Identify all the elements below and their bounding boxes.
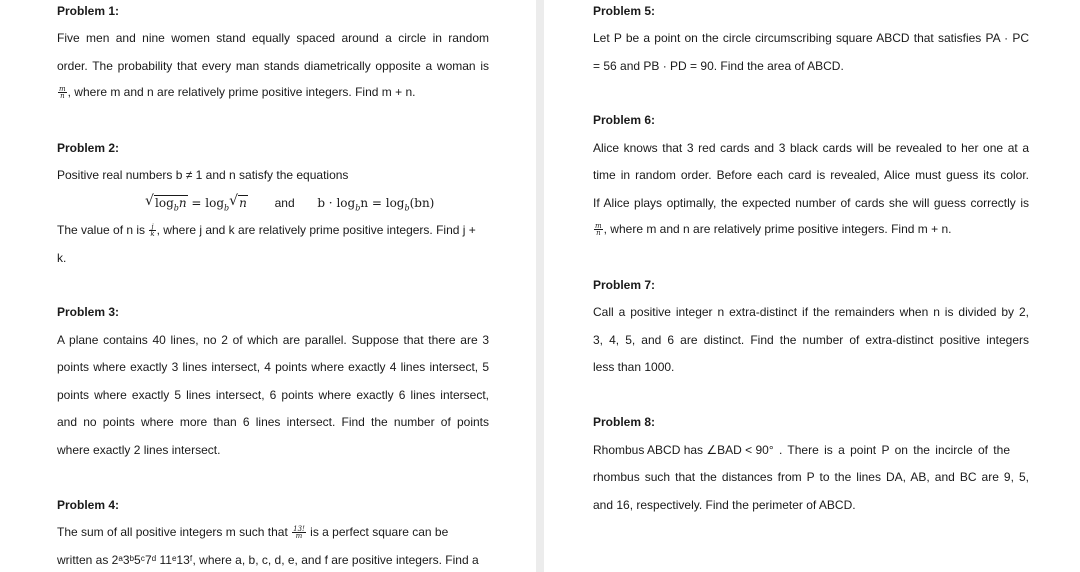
problem-4-line-1: The sum of all positive integers m such that $\frac{13!}{m}$ is a perfect square can be [57,525,449,541]
problem-6-line-4: $\frac{m}{n}$ , where m and n are relatively prime positive integers. Find m + n. [595,222,952,238]
problem-8-heading: Problem 8: [593,415,656,429]
problem-1-line-3: $\frac{m}{n}$ , where m and n are relatively prime positive integers. Find m + n. [59,85,416,101]
problem-4-heading: Problem 4: [57,498,120,512]
problem-2-equations [145,194,434,212]
problem-6-line-2: time in random order. Before each card is revealed, Alice must guess its color. [593,168,1029,182]
problem-6-line-3: If Alice plays optimally, the expected number of cards she will guess correctly is [593,196,1029,210]
problem-4-line-2: written as 2ᵃ3ᵇ5ᶜ7ᵈ 11ᵉ13ᶠ, where a, b, c, d, e, and f are positive integers. Find a [57,553,479,567]
problem-8-line-2: rhombus such that the distances from P to the lines DA, AB, and BC are 9, 5, [593,470,1029,484]
problem-2-line-4: k. [57,251,67,265]
fraction-j-over-k: $\frac{j}{k}$ [150,223,155,239]
problem-6-heading: Problem 6: [593,113,656,127]
problem-3-line-5: where exactly 2 lines intersect. [57,443,221,457]
problem-1-line-2: order. The probability that every man stands diametrically opposite a woman is [57,59,489,73]
problem-3-line-1: A plane contains 40 lines, no 2 of which are parallel. Suppose that there are 3 [57,333,489,347]
problem-8-line-3: and 16, respectively. Find the perimeter of ABCD. [593,498,856,512]
equations-and: and [274,196,295,210]
problem-3-line-4: and no points where more than 6 lines intersect. Find the number of points [57,415,489,429]
problem-1-line-1: Five men and nine women stand equally spaced around a circle in random [57,31,489,45]
fraction-m-over-n: $\frac{m}{n}$ [595,222,602,238]
problem-3-heading: Problem 3: [57,305,120,319]
page-right [544,0,1080,572]
problem-7-line-2: 3, 4, 5, and 6 are distinct. Find the number of extra-distinct positive integers [593,333,1029,347]
problem-7-heading: Problem 7: [593,278,656,292]
problem-7-line-3: less than 1000. [593,360,675,374]
problem-3-line-2: points where exactly 3 lines intersect, 4 points where exactly 4 lines intersect, 5 [57,360,489,374]
problem-5-line-1: Let P be a point on the circle circumscribing square ABCD that satisfies PA · PC [593,31,1029,45]
problem-8-line-1: Rhombus ABCD has ∠BAD < 90° . There is a point P on the incircle of the [593,443,1010,457]
problem-1-heading: Problem 1: [57,4,120,18]
page-left [0,0,536,572]
problem-2-heading: Problem 2: [57,141,120,155]
problem-7-line-1: Call a positive integer n extra-distinct if the remainders when n is divided by 2, [593,305,1029,319]
equation-2: $b \cdot \log_bn = \log_b(bn)$ [317,196,435,213]
problem-6-line-1: Alice knows that 3 red cards and 3 black cards will be revealed to her one at a [593,141,1029,155]
fraction-13-factorial-over-m: $\frac{13!}{m}$ [293,525,305,541]
problem-2-line-1: Positive real numbers b ≠ 1 and n satisfy the equations [57,168,349,182]
equation-1: √ $\log_bn = \log_b$ √ n [145,193,247,213]
problem-3-line-3: points where exactly 5 lines intersect, 6 points where exactly 6 lines intersect, [57,388,489,402]
problem-5-line-2: = 56 and PB · PD = 90. Find the area of ABCD. [593,59,844,73]
problem-5-heading: Problem 5: [593,4,656,18]
fraction-m-over-n: $\frac{m}{n}$ [59,85,66,101]
problem-2-line-3: The value of n is $\frac{j}{k}$ , where j and k are relatively prime positive integers. Find j + [57,223,476,239]
